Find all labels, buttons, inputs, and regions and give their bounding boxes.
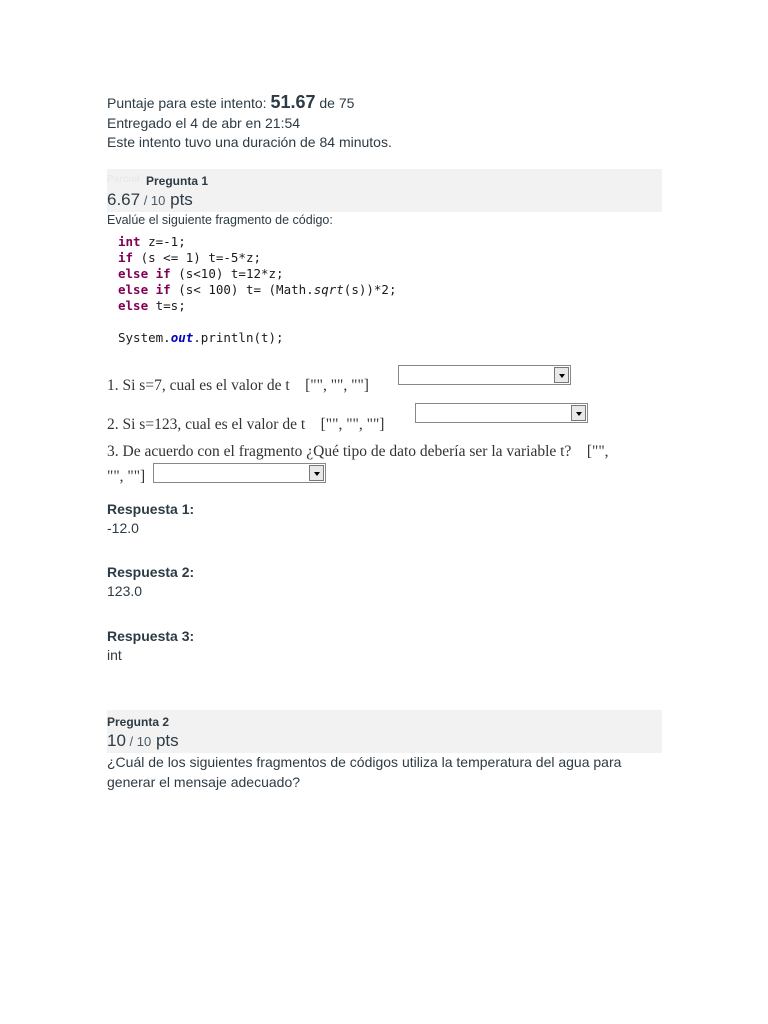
question-2-header [107, 710, 662, 753]
answer-select-2[interactable] [415, 403, 588, 423]
attempt-duration: Este intento tuvo una duración de 84 minutos. [107, 134, 392, 150]
answer-1 [107, 500, 194, 538]
chevron-down-icon [554, 367, 569, 383]
score-value: 51.67 [270, 92, 316, 112]
code-snippet: int z=-1; if (s <= 1) t=-5*z; else if (s<10) t=12*z; else if (s< 100) t= (Math.sqrt(s))*2; else t=s; System.out.println(t); [118, 234, 397, 345]
chevron-down-icon [309, 465, 324, 481]
answer-select-3[interactable] [153, 463, 326, 483]
points-total: / 10 [125, 734, 152, 749]
points-earned: 10 [107, 731, 126, 750]
question-2-points [107, 731, 179, 751]
question-1-points [107, 190, 193, 210]
score-prefix: Puntaje para este intento: [107, 95, 271, 111]
attempt-summary [107, 93, 392, 153]
score-suffix: de 75 [315, 95, 355, 111]
answer-3 [107, 627, 194, 665]
question-1-item-3: 3. De acuerdo con el fragmento ¿Qué tipo de dato debería ser la variable t? ["", [107, 443, 609, 460]
answer-select-1[interactable] [398, 365, 571, 385]
answer-label: Respuesta 2: [107, 564, 195, 580]
partial-badge: Parcial [107, 174, 140, 185]
points-total: / 10 [140, 193, 166, 208]
chevron-down-icon [571, 405, 586, 421]
answer-label: Respuesta 1: [107, 501, 195, 517]
question-2-title: Pregunta 2 [107, 715, 170, 729]
question-1-header [107, 169, 662, 212]
points-earned: 6.67 [107, 190, 141, 209]
points-unit: pts [165, 190, 193, 209]
answer-2 [107, 563, 194, 601]
question-1-title: Pregunta 1 [146, 174, 209, 188]
question-1-item-2: 2. Si s=123, cual es el valor de t ["", "", ""] [107, 416, 385, 433]
score-line [107, 93, 392, 114]
answer-value: 123.0 [107, 583, 143, 599]
question-1-item-3-cont: "", ""] [107, 468, 146, 485]
submitted-date: Entregado el 4 de abr en 21:54 [107, 114, 301, 131]
answer-value: -12.0 [107, 520, 139, 536]
question-2-prompt: ¿Cuál de los siguientes fragmentos de códigos utiliza la temperatura del agua para generar el mensaje adecuado? [107, 754, 622, 790]
answer-label: Respuesta 3: [107, 628, 195, 644]
question-1-prompt: Evalúe el siguiente fragmento de código: [107, 213, 333, 227]
answer-value: int [107, 647, 122, 663]
points-unit: pts [151, 731, 179, 750]
question-1-item-1: 1. Si s=7, cual es el valor de t ["", "", ""] [107, 377, 369, 394]
